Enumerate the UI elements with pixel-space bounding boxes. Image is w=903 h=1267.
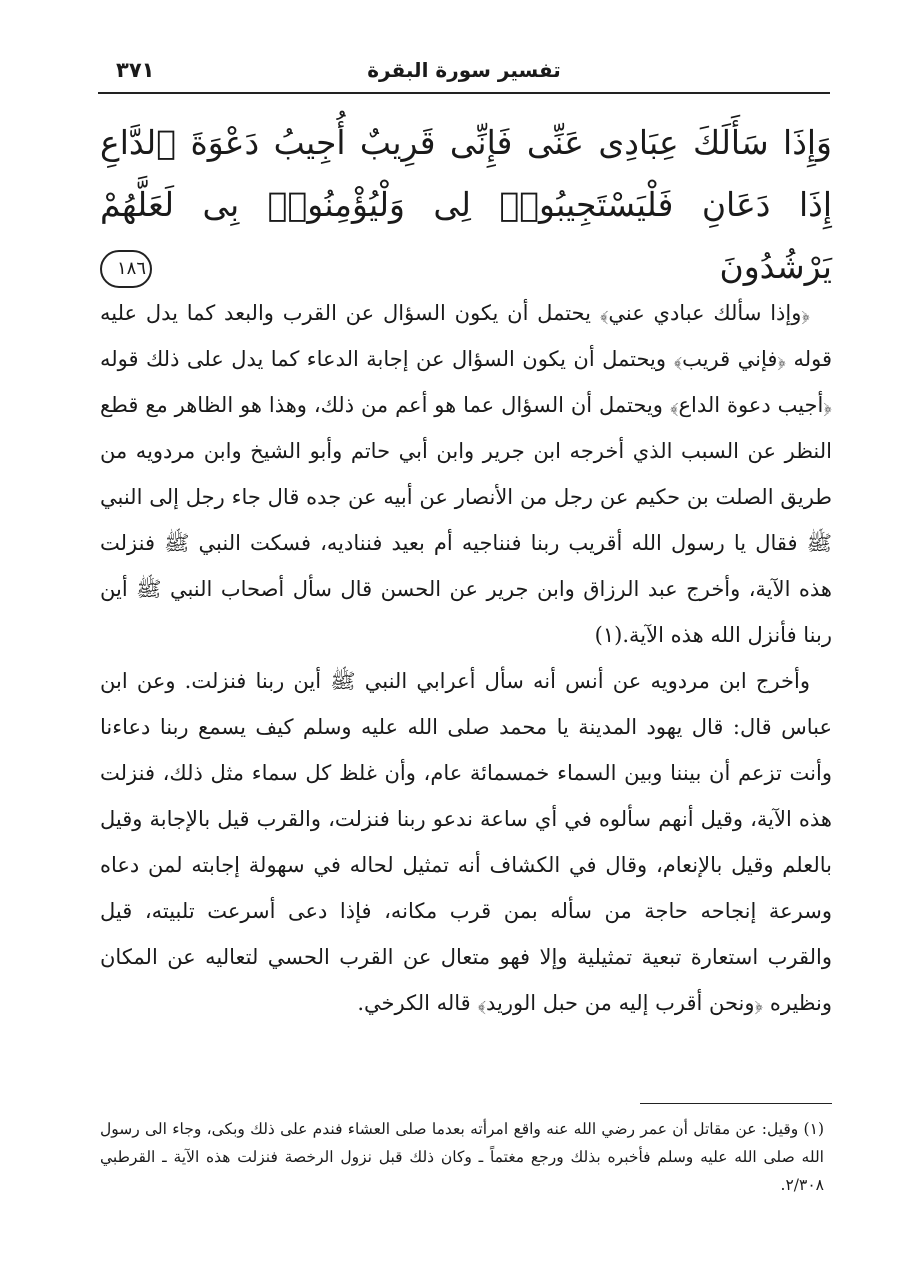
verse-text: وَإِذَا سَأَلَكَ عِبَادِى عَنِّى فَإِنِّى قَرِيبٌ أُجِيبُ دَعْوَةَ ٱلدَّاعِ إِذَا دَعَانِ فَلْيَسْتَجِيبُوا۟ لِى وَلْيُؤْمِنُوا۟ بِى لَعَلَّهُمْ يَرْشُدُونَ	[100, 123, 832, 286]
page-header	[98, 52, 830, 94]
commentary-text	[100, 290, 832, 1026]
verse-number-marker: ١٨٦	[100, 250, 152, 288]
running-title: تفسير سورة البقرة	[367, 58, 561, 82]
footnote-divider	[640, 1103, 832, 1104]
page-number: ٣٧١	[116, 58, 155, 82]
commentary-paragraph: وأخرج ابن مردويه عن أنس أنه سأل أعرابي النبي ﷺ أين ربنا فنزلت. وعن ابن عباس قال: قال يهود المدينة يا محمد صلى الله عليه وسلم كيف يسمع ربنا دعاءنا وأنت تزعم أن بيننا وبين السماء خمسمائة عام، وأن غلظ كل سماء مثل ذلك، فنزلت هذه الآية، وقيل أنهم سألوه في أي ساعة ندعو ربنا فنزلت، والقرب قيل بالإجابة وقيل بالعلم وقيل بالإنعام، وقال في الكشاف أنه تمثيل لحاله في سهولة إجابته لمن دعاه وسرعة إنجاحه حاجة من سأله بمن قرب مكانه، فإذا دعى أسرعت تلبيته، قيل والقرب استعارة تبعية تمثيلية وإلا فهو متعال عن القرب الحسي لتعاليه عن المكان ونظيره ﴿ونحن أقرب إليه من حبل الوريد﴾ قاله الكرخي.	[100, 669, 832, 1015]
commentary-paragraph: ﴿وإذا سألك عبادي عني﴾ يحتمل أن يكون السؤال عن القرب والبعد كما يدل عليه قوله ﴿فإني قريب﴾ ويحتمل أن يكون السؤال عن إجابة الدعاء كما يدل على ذلك قوله ﴿أجيب دعوة الداع﴾ ويحتمل أن السؤال عما هو أعم من ذلك، وهذا هو الظاهر مع قطع النظر عن السبب الذي أخرجه ابن جرير وابن أبي حاتم وأبو الشيخ وابن مردويه من طريق الصلت بن حكيم عن رجل من الأنصار عن أبيه عن جده قال جاء رجل إلى النبي ﷺ فقال يا رسول الله أقريب ربنا فنناجيه أم بعيد فنناديه، فسكت النبي ﷺ فنزلت هذه الآية، وأخرج عبد الرزاق وابن جرير عن الحسن قال سأل أصحاب النبي ﷺ أين ربنا فأنزل الله هذه الآية.(١)	[100, 301, 832, 647]
footnote: (١) وقيل: عن مقاتل أن عمر رضي الله عنه واقع امرأته بعدما صلى العشاء فندم على ذلك وبكى، وجاء الى رسول الله صلى الله عليه وسلم فأخبره بذلك ورجع مغتماً ـ وكان ذلك قبل نزول الرخصة فنزلت هذه الآية ـ القرطبي ٢/٣٠٨.	[100, 1120, 824, 1194]
quran-verse	[100, 112, 832, 298]
